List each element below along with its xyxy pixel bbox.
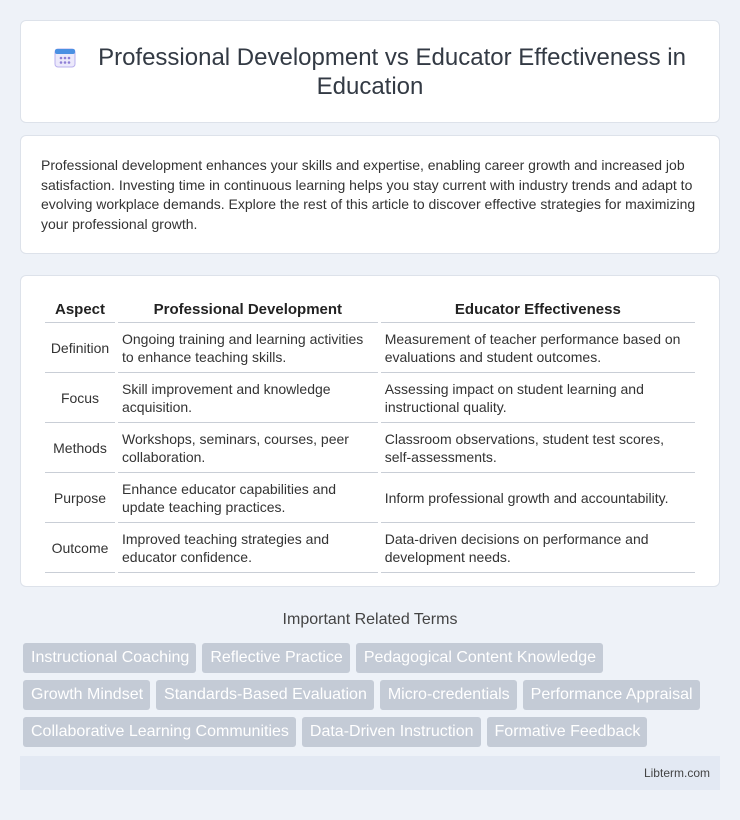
tag-micro-credentials[interactable]: Micro-credentials — [380, 680, 517, 710]
table-row — [45, 323, 695, 373]
table-row — [45, 373, 695, 423]
tag-standards-based-evaluation[interactable]: Standards-Based Evaluation — [156, 680, 374, 710]
table-row — [45, 523, 695, 573]
tag-performance-appraisal[interactable]: Performance Appraisal — [523, 680, 700, 710]
table-cell-aspect: Purpose — [45, 473, 115, 523]
comparison-table — [42, 298, 698, 573]
related-terms-title: Important Related Terms — [282, 611, 458, 628]
tag-instructional-coaching[interactable]: Instructional Coaching — [23, 643, 196, 673]
table-cell: Improved teaching strategies and educator confidence. — [118, 523, 378, 573]
comparison-table-card — [20, 275, 720, 587]
footer-brand-link[interactable]: Libterm.com — [643, 766, 710, 780]
footer — [20, 756, 720, 790]
table-cell-aspect: Focus — [45, 373, 115, 423]
table-cell: Ongoing training and learning activities to enhance teaching skills. — [118, 323, 378, 373]
tag-data-driven-instruction[interactable]: Data-Driven Instruction — [302, 717, 481, 747]
tag-growth-mindset[interactable]: Growth Mindset — [23, 680, 150, 710]
tag-pedagogical-content-knowledge[interactable]: Pedagogical Content Knowledge — [356, 643, 603, 673]
table-cell-aspect: Methods — [45, 423, 115, 473]
intro-text: Professional development enhances your skills and expertise, enabling career growth and increased job satisfaction. Investing time in continuous learning helps you stay current with industry trends and adapt to evolving workplace demands. Explore the rest of this article to discover effective strategies for maximizing your professional growth. — [41, 157, 696, 232]
table-cell: Measurement of teacher performance based on evaluations and student outcomes. — [381, 323, 695, 373]
table-cell: Inform professional growth and accountability. — [381, 473, 695, 523]
table-cell: Data-driven decisions on performance and development needs. — [381, 523, 695, 573]
table-cell: Classroom observations, student test scores, self-assessments. — [381, 423, 695, 473]
table-row — [45, 423, 695, 473]
table-row — [45, 473, 695, 523]
table-cell: Assessing impact on student learning and instructional quality. — [381, 373, 695, 423]
table-header-row — [45, 298, 695, 323]
intro-card — [20, 135, 720, 254]
header-professional-development: Professional Development — [118, 298, 378, 323]
table-cell: Skill improvement and knowledge acquisition. — [118, 373, 378, 423]
related-terms-tags — [20, 643, 720, 747]
title-card — [20, 20, 720, 123]
tag-formative-feedback[interactable]: Formative Feedback — [487, 717, 648, 747]
tag-collaborative-learning-communities[interactable]: Collaborative Learning Communities — [23, 717, 296, 747]
table-cell: Enhance educator capabilities and update teaching practices. — [118, 473, 378, 523]
page-title-wrapper — [45, 43, 695, 101]
header-aspect: Aspect — [45, 298, 115, 323]
table-cell-aspect: Definition — [45, 323, 115, 373]
table-cell: Workshops, seminars, courses, peer collaboration. — [118, 423, 378, 473]
calendar-icon — [54, 46, 76, 68]
tag-reflective-practice[interactable]: Reflective Practice — [202, 643, 350, 673]
header-educator-effectiveness: Educator Effectiveness — [381, 298, 695, 323]
page-title: Professional Development vs Educator Effectiveness in Education — [98, 43, 686, 100]
table-cell-aspect: Outcome — [45, 523, 115, 573]
